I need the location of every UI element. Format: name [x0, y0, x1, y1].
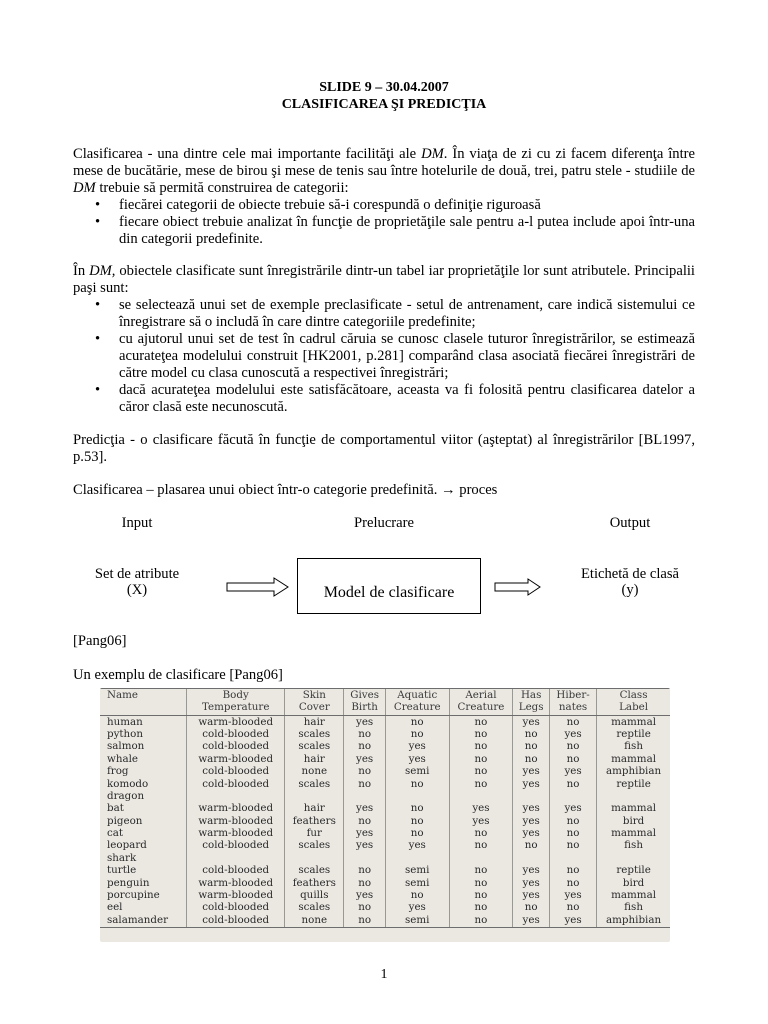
output-arrow-icon — [494, 577, 542, 597]
table-row — [100, 852, 670, 864]
table-cell: fish — [597, 902, 670, 914]
slide-heading: SLIDE 9 – 30.04.2007 — [319, 80, 449, 95]
table-cell: no — [513, 840, 550, 852]
table-cell: yes — [344, 753, 385, 765]
table-cell: no — [344, 741, 385, 753]
table-cell: yes — [344, 828, 385, 840]
table-cell: no — [513, 902, 550, 914]
table-cell: scales — [285, 741, 344, 753]
table-cell: semi — [385, 766, 449, 778]
table-cell: no — [549, 828, 596, 840]
table-cell: no — [549, 877, 596, 889]
table-cell: no — [549, 840, 596, 852]
table-cell — [549, 791, 596, 803]
table-cell: no — [385, 815, 449, 827]
table-cell: no — [549, 753, 596, 765]
diagram-input-text: Set de atribute — [94, 566, 180, 582]
table-cell: warm-blooded — [187, 803, 285, 815]
table-cell: cold-blooded — [187, 902, 285, 914]
table-cell: no — [449, 741, 513, 753]
table-cell: no — [513, 753, 550, 765]
table-cell: whale — [107, 752, 138, 765]
table-cell: scales — [285, 729, 344, 741]
table-cell: penguin — [107, 876, 150, 889]
table-cell: yes — [513, 803, 550, 815]
table-cell: pigeon — [107, 814, 143, 827]
table-cell — [187, 852, 285, 864]
table-header-cell: Aquatic Creature — [385, 689, 449, 716]
table-cell: yes — [513, 890, 550, 902]
table-header-cell: Skin Cover — [285, 689, 344, 716]
table-cell: yes — [549, 914, 596, 927]
table-row — [100, 877, 670, 889]
table-cell: no — [513, 729, 550, 741]
table-cell: reptile — [597, 865, 670, 877]
table-cell: komodo — [107, 777, 149, 790]
table-cell: cold-blooded — [187, 741, 285, 753]
table-cell: eel — [107, 901, 123, 914]
table-cell: quills — [285, 890, 344, 902]
table-cell: no — [449, 828, 513, 840]
table-row — [100, 840, 670, 852]
table-row — [100, 865, 670, 877]
table-cell: no — [549, 865, 596, 877]
table-cell: scales — [285, 778, 344, 790]
table-header-cell: Has Legs — [513, 689, 550, 716]
principles-paragraph: În DM, obiectele clasificate sunt înregistrările dintr-un tabel iar proprietăţile lor sunt atributele. Principalii paşi sunt: — [73, 263, 695, 296]
table-cell: hair — [285, 753, 344, 765]
diagram-input-var: (X) — [126, 582, 148, 598]
table-cell: no — [385, 716, 449, 729]
table-cell: cold-blooded — [187, 865, 285, 877]
table-cell: yes — [513, 766, 550, 778]
table-cell — [513, 791, 550, 803]
table-cell: no — [449, 778, 513, 790]
table-cell: no — [344, 778, 385, 790]
table-cell: warm-blooded — [187, 890, 285, 902]
table-row — [100, 791, 670, 803]
table-row — [100, 729, 670, 741]
table-cell: no — [449, 716, 513, 729]
table-cell: feathers — [285, 877, 344, 889]
table-cell: yes — [385, 840, 449, 852]
table-cell: no — [385, 729, 449, 741]
list-item: • fiecărei categorii de obiecte trebuie să-i corespundă o definiţie riguroasă — [73, 197, 695, 214]
intro-bullet-list — [73, 197, 695, 248]
table-cell: mammal — [597, 890, 670, 902]
table-row — [100, 803, 670, 815]
table-cell: fish — [597, 840, 670, 852]
table-cell: turtle — [107, 864, 137, 877]
table-cell: bat — [107, 802, 124, 815]
table-cell: salamander — [100, 914, 187, 927]
table-cell: no — [344, 902, 385, 914]
table-cell: yes — [385, 741, 449, 753]
table-cell: no — [449, 902, 513, 914]
table-cell — [449, 791, 513, 803]
table-cell: cat — [107, 827, 124, 840]
table-cell: yes — [513, 877, 550, 889]
diagram-output-text: Etichetă de clasă — [580, 566, 680, 582]
table-cell: cold-blooded — [187, 766, 285, 778]
table-cell: no — [449, 766, 513, 778]
table-row — [100, 753, 670, 765]
right-arrow-icon: → — [441, 482, 456, 498]
table-cell: no — [344, 766, 385, 778]
table-cell: no — [385, 803, 449, 815]
diagram-output-label: Output — [609, 515, 651, 531]
table-cell: mammal — [597, 716, 670, 729]
table-cell — [385, 791, 449, 803]
reference-pang: [Pang06] — [73, 633, 127, 649]
table-cell — [549, 852, 596, 864]
table-cell: bird — [597, 815, 670, 827]
table-cell: yes — [344, 716, 385, 729]
table-cell: reptile — [597, 778, 670, 790]
table-cell: yes — [549, 766, 596, 778]
table-cell: human — [107, 715, 143, 728]
table-header-cell: Aerial Creature — [449, 689, 513, 716]
table-cell: no — [344, 815, 385, 827]
table-cell: cold-blooded — [187, 729, 285, 741]
table-cell: yes — [549, 890, 596, 902]
table-cell: shark — [107, 851, 137, 864]
table-cell: no — [549, 778, 596, 790]
table-row — [100, 815, 670, 827]
table-cell: warm-blooded — [187, 828, 285, 840]
example-table — [100, 688, 670, 928]
table-cell: no — [549, 815, 596, 827]
table-row — [100, 741, 670, 753]
table-cell: salmon — [107, 740, 145, 753]
table-cell — [285, 852, 344, 864]
table-cell: mammal — [597, 753, 670, 765]
table-cell: no — [385, 890, 449, 902]
table-cell: no — [385, 828, 449, 840]
model-box: Model de clasificare — [297, 558, 481, 614]
table-cell: yes — [513, 914, 550, 927]
input-arrow-icon — [226, 576, 290, 598]
table-cell: scales — [285, 865, 344, 877]
table-cell — [449, 852, 513, 864]
table-cell: yes — [344, 803, 385, 815]
table-cell — [597, 852, 670, 864]
table-cell: yes — [385, 902, 449, 914]
page-title: CLASIFICAREA ŞI PREDICŢIA — [281, 97, 487, 112]
table-cell: none — [285, 766, 344, 778]
table-row — [100, 902, 670, 914]
table-cell: semi — [385, 865, 449, 877]
diagram-input-label: Input — [121, 515, 153, 531]
table-cell: semi — [385, 914, 449, 927]
list-item: • dacă acurateţea modelului este satisfăcătoare, aceasta va fi folosită pentru clasificarea datelor a căror clasă este necunoscută. — [73, 382, 695, 416]
table-cell: no — [449, 729, 513, 741]
table-cell — [187, 791, 285, 803]
diagram-output-var: (y) — [621, 582, 639, 598]
table-cell: feathers — [285, 815, 344, 827]
list-item: • fiecare obiect trebuie analizat în funcţie de proprietăţile sale pentru a-l putea include apoi într-una din categorii predefinite. — [73, 214, 695, 248]
table-cell: no — [549, 716, 596, 729]
list-item: • cu ajutorul unui set de test în cadrul căruia se cunosc clasele tuturor înregistrărilor, se estimează acurateţea modelului construit [HK2001, p.281] comparând clasa asociată fiecărei înregistrări de către model cu clasa cunoscută a respectivei înregistrări; — [73, 331, 695, 382]
diagram-process-label: Prelucrare — [354, 515, 414, 531]
table-cell: hair — [285, 803, 344, 815]
table-cell: mammal — [597, 803, 670, 815]
table-cell: no — [449, 877, 513, 889]
table-cell: python — [107, 727, 144, 740]
table-cell: cold-blooded — [187, 840, 285, 852]
table-cell: no — [549, 741, 596, 753]
page-number: 1 — [380, 967, 388, 982]
principles-bullet-list — [73, 297, 695, 416]
table-cell: yes — [385, 753, 449, 765]
table-row — [100, 766, 670, 778]
table-cell: yes — [513, 865, 550, 877]
table-row — [100, 914, 670, 927]
table-cell: none — [285, 914, 344, 927]
table-cell — [513, 852, 550, 864]
table-cell: amphibian — [597, 766, 670, 778]
table-cell: no — [344, 914, 385, 927]
table-cell: yes — [549, 729, 596, 741]
table-cell: warm-blooded — [187, 753, 285, 765]
table-header-cell: Gives Birth — [344, 689, 385, 716]
table-cell — [285, 791, 344, 803]
table-header-cell: Hiber- nates — [549, 689, 596, 716]
table-cell: no — [344, 865, 385, 877]
table-cell: no — [513, 741, 550, 753]
table-cell: yes — [513, 716, 550, 729]
table-cell: warm-blooded — [187, 877, 285, 889]
table-cell: no — [449, 914, 513, 927]
table-cell: frog — [107, 765, 129, 778]
table-cell: fur — [285, 828, 344, 840]
table-cell: warm-blooded — [187, 716, 285, 729]
example-table-image — [100, 688, 670, 942]
table-cell: yes — [513, 778, 550, 790]
list-item: • se selectează unui set de exemple preclasificate - setul de antrenament, care indică sistemului ce înregistrare să o includă în care dintre categoriile predefinite; — [73, 297, 695, 331]
table-cell: yes — [344, 840, 385, 852]
table-cell: reptile — [597, 729, 670, 741]
table-cell: cold-blooded — [187, 914, 285, 927]
table-cell: no — [449, 753, 513, 765]
intro-paragraph: Clasificarea - una dintre cele mai importante facilităţi ale DM. În viaţa de zi cu zi facem diferenţa între mese de bucătărie, mese de birou şi mese de tenis sau între hotelurile de două, trei, patru stele - studiile de DM trebuie să permită construirea de categorii: — [73, 146, 695, 196]
table-cell: mammal — [597, 828, 670, 840]
table-header-cell: Body Temperature — [187, 689, 285, 716]
table-cell: amphibian — [597, 914, 670, 927]
table-header-cell: Class Label — [597, 689, 670, 716]
table-cell: leopard — [107, 839, 147, 852]
table-cell: scales — [285, 902, 344, 914]
table-cell: yes — [344, 890, 385, 902]
table-cell: yes — [513, 828, 550, 840]
table-cell: porcupine — [107, 889, 160, 902]
table-cell: no — [385, 778, 449, 790]
table-cell: hair — [285, 716, 344, 729]
table-cell: warm-blooded — [187, 815, 285, 827]
table-cell: fish — [597, 741, 670, 753]
table-cell: yes — [449, 815, 513, 827]
table-row — [100, 778, 670, 790]
table-cell: no — [344, 729, 385, 741]
table-cell: scales — [285, 840, 344, 852]
prediction-paragraph: Predicţia - o clasificare făcută în funcţie de comportamentul viitor (aşteptat) al înregistrărilor [BL1997, p.53]. — [73, 432, 695, 465]
table-cell: no — [549, 902, 596, 914]
definition-paragraph: Clasificarea – plasarea unui obiect într-o categorie predefinită. → proces — [73, 482, 498, 498]
table-cell: cold-blooded — [187, 778, 285, 790]
table-cell: no — [449, 865, 513, 877]
table-cell: yes — [449, 803, 513, 815]
table-cell: yes — [513, 815, 550, 827]
table-cell: semi — [385, 877, 449, 889]
table-row — [100, 716, 670, 729]
table-cell: no — [344, 877, 385, 889]
table-cell: bird — [597, 877, 670, 889]
table-cell — [385, 852, 449, 864]
table-cell: yes — [549, 803, 596, 815]
table-cell: no — [449, 890, 513, 902]
table-header-cell: Name — [100, 689, 187, 716]
table-cell — [344, 852, 385, 864]
table-cell: no — [449, 840, 513, 852]
table-cell — [344, 791, 385, 803]
table-row — [100, 890, 670, 902]
example-caption: Un exemplu de clasificare [Pang06] — [73, 667, 283, 683]
table-cell — [597, 791, 670, 803]
table-row — [100, 828, 670, 840]
table-cell: dragon — [107, 789, 145, 802]
